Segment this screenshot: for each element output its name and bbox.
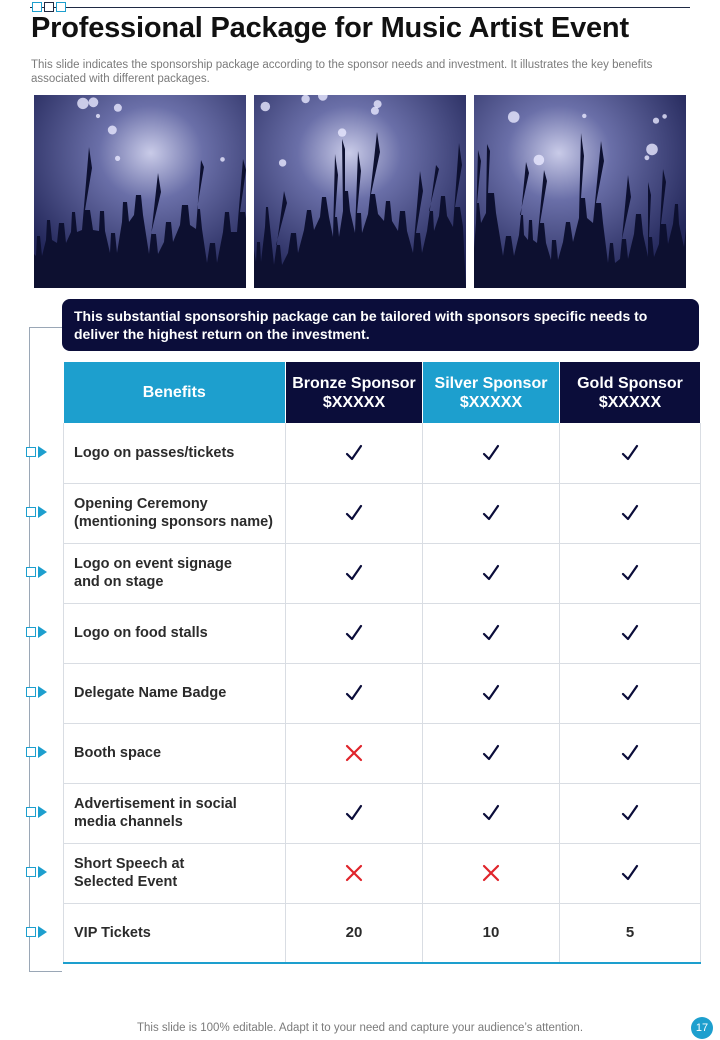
check-icon xyxy=(482,744,500,762)
bronze-value xyxy=(286,423,423,483)
silver-value xyxy=(423,783,560,843)
check-icon xyxy=(621,564,639,582)
row-bullet-icon xyxy=(26,505,50,519)
benefit-label-text: Opening Ceremony (mentioning sponsors name) xyxy=(74,496,273,530)
benefit-label xyxy=(64,783,286,843)
silver-value xyxy=(423,483,560,543)
gold-value xyxy=(560,423,701,483)
benefit-label xyxy=(64,423,286,483)
benefit-label-text: Logo on passes/tickets xyxy=(74,444,235,461)
benefit-label-text: VIP Tickets xyxy=(74,924,151,941)
benefit-label xyxy=(64,903,286,963)
concert-photo-1 xyxy=(34,95,246,288)
sponsorship-table xyxy=(63,362,701,964)
check-icon xyxy=(621,684,639,702)
check-icon xyxy=(482,684,500,702)
cross-icon xyxy=(345,864,363,882)
silver-value xyxy=(423,603,560,663)
check-icon xyxy=(345,564,363,582)
row-bullet-icon xyxy=(26,445,50,459)
gold-value xyxy=(560,603,701,663)
table-row xyxy=(64,663,701,723)
cross-icon xyxy=(482,864,500,882)
table-row xyxy=(64,843,701,903)
check-icon xyxy=(345,444,363,462)
check-icon xyxy=(621,444,639,462)
check-icon xyxy=(621,744,639,762)
check-icon xyxy=(482,804,500,822)
bronze-value xyxy=(286,603,423,663)
top-rule xyxy=(30,7,690,8)
silver-value xyxy=(423,543,560,603)
row-bullet-icon xyxy=(26,625,50,639)
benefit-label-text: Logo on event signage and on stage xyxy=(74,556,232,590)
table-row xyxy=(64,723,701,783)
check-icon xyxy=(621,864,639,882)
bronze-value xyxy=(286,843,423,903)
page-number: 17 xyxy=(691,1017,713,1039)
photo-strip xyxy=(34,95,686,288)
check-icon xyxy=(621,624,639,642)
bronze-value xyxy=(286,663,423,723)
table-row xyxy=(64,783,701,843)
gold-value xyxy=(560,543,701,603)
header-bronze: Bronze Sponsor $XXXXX xyxy=(286,362,423,423)
bronze-value xyxy=(286,543,423,603)
benefit-label-text: Delegate Name Badge xyxy=(74,685,227,701)
row-bullet-icon xyxy=(26,925,50,939)
benefit-label xyxy=(64,723,286,783)
bronze-value xyxy=(286,723,423,783)
page-subtitle: This slide indicates the sponsorship package according to the sponsor needs and investment. It illustrates the key benefits associated with different packages. xyxy=(31,59,653,85)
gold-value xyxy=(560,483,701,543)
check-icon xyxy=(345,804,363,822)
callout-banner: This substantial sponsorship package can be tailored with sponsors specific needs to deliver the highest return on the investment. xyxy=(62,299,699,351)
check-icon xyxy=(482,564,500,582)
concert-photo-2 xyxy=(254,95,466,288)
ticket-count: 10 xyxy=(482,924,500,942)
benefit-label xyxy=(64,843,286,903)
silver-value xyxy=(423,723,560,783)
row-bullet-icon xyxy=(26,685,50,699)
cross-icon xyxy=(345,744,363,762)
gold-value xyxy=(560,903,701,963)
page-title: Professional Package for Music Artist Event xyxy=(31,12,629,44)
benefit-label xyxy=(64,603,286,663)
check-icon xyxy=(621,504,639,522)
table-row xyxy=(64,543,701,603)
concert-photo-3 xyxy=(474,95,686,288)
benefit-label-text: Short Speech at Selected Event xyxy=(74,856,185,890)
header-benefits: Benefits xyxy=(64,362,286,423)
table-row xyxy=(64,423,701,483)
row-bullet-icon xyxy=(26,565,50,579)
header-gold: Gold Sponsor $XXXXX xyxy=(560,362,701,423)
top-decoration xyxy=(32,2,66,12)
check-icon xyxy=(621,804,639,822)
benefit-label-text: Advertisement in social media channels xyxy=(74,796,237,830)
ticket-count: 5 xyxy=(625,924,635,942)
row-bullet-icon xyxy=(26,865,50,879)
check-icon xyxy=(482,444,500,462)
benefit-label-text: Booth space xyxy=(74,745,162,761)
table-row xyxy=(64,483,701,543)
benefit-label xyxy=(64,543,286,603)
silver-value xyxy=(423,843,560,903)
bronze-value xyxy=(286,783,423,843)
check-icon xyxy=(482,504,500,522)
bronze-value xyxy=(286,483,423,543)
silver-value xyxy=(423,903,560,963)
gold-value xyxy=(560,663,701,723)
silver-value xyxy=(423,423,560,483)
gold-value xyxy=(560,843,701,903)
ticket-count: 20 xyxy=(345,924,363,942)
table-row xyxy=(64,603,701,663)
check-icon xyxy=(345,624,363,642)
check-icon xyxy=(345,504,363,522)
check-icon xyxy=(482,624,500,642)
benefit-label xyxy=(64,483,286,543)
gold-value xyxy=(560,723,701,783)
bronze-value xyxy=(286,903,423,963)
benefit-label-text: Logo on food stalls xyxy=(74,625,208,641)
header-silver: Silver Sponsor $XXXXX xyxy=(423,362,560,423)
benefit-label xyxy=(64,663,286,723)
row-bullet-icon xyxy=(26,745,50,759)
gold-value xyxy=(560,783,701,843)
silver-value xyxy=(423,663,560,723)
table-row xyxy=(64,903,701,963)
footer-note: This slide is 100% editable. Adapt it to your need and capture your audience’s attention. xyxy=(136,1022,584,1034)
check-icon xyxy=(345,684,363,702)
row-bullet-icon xyxy=(26,805,50,819)
